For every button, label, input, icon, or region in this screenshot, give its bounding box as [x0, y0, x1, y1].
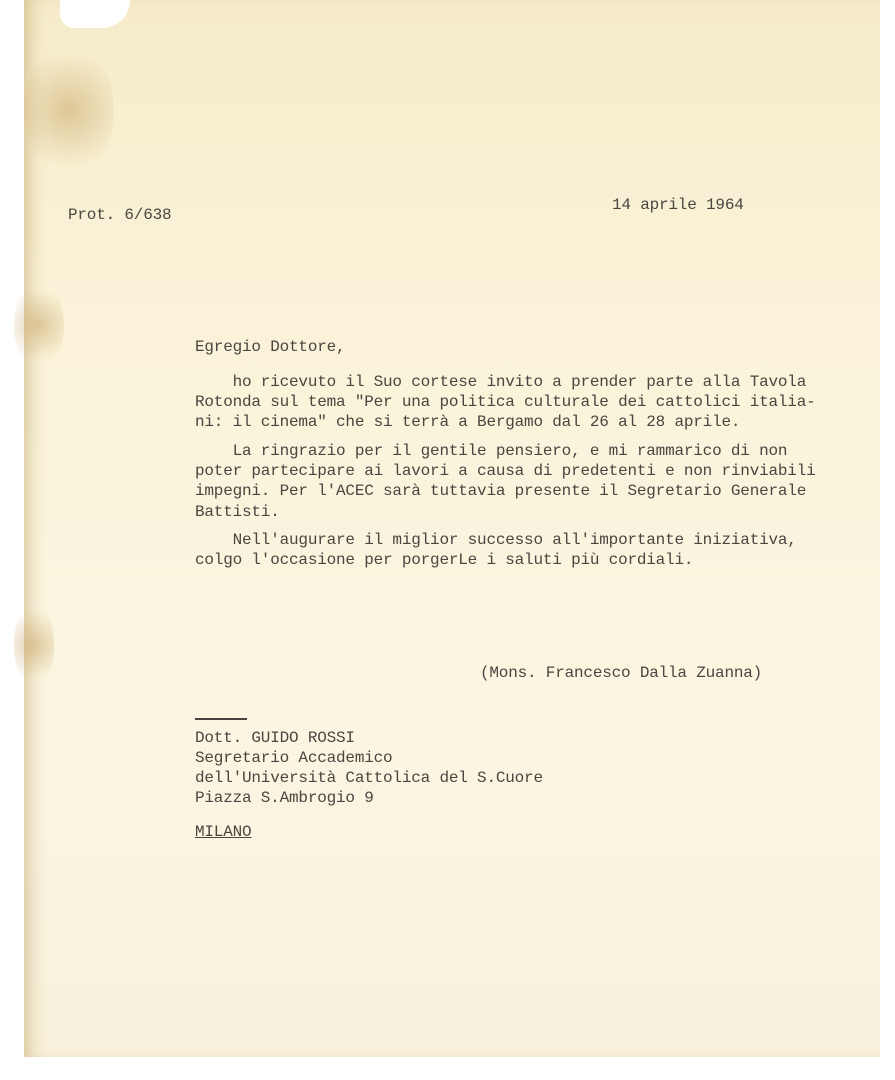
stain [14, 280, 64, 370]
signature: (Mons. Francesco Dalla Zuanna) [480, 664, 763, 682]
letter-date: 14 aprile 1964 [612, 196, 744, 214]
body-line: poter partecipare ai lavori a causa di predetenti e non rinviabili [195, 462, 816, 480]
recipient-line: Dott. GUIDO ROSSI [195, 729, 355, 747]
recipient-city: MILANO [195, 823, 252, 841]
stain [14, 600, 54, 690]
divider [195, 718, 247, 720]
body-line: Nell'augurare il miglior successo all'importante iniziativa, [195, 531, 797, 549]
body-line: La ringrazio per il gentile pensiero, e mi rammarico di non [195, 442, 788, 460]
recipient-line: dell'Università Cattolica del S.Cuore [195, 769, 543, 787]
letter-paper [24, 0, 880, 1057]
body-line: ho ricevuto il Suo cortese invito a prender parte alla Tavola [195, 373, 807, 391]
salutation: Egregio Dottore, [195, 338, 346, 356]
recipient-line: Segretario Accademico [195, 749, 393, 767]
recipient-line: Piazza S.Ambrogio 9 [195, 789, 374, 807]
body-line: ni: il cinema" che si terrà a Bergamo dal 26 al 28 aprile. [195, 413, 741, 431]
body-line: Battisti. [195, 503, 280, 521]
protocol-number: Prot. 6/638 [68, 206, 172, 224]
body-line: colgo l'occasione per porgerLe i saluti più cordiali. [195, 551, 694, 569]
body-line: impegni. Per l'ACEC sarà tuttavia presente il Segretario Generale [195, 482, 807, 500]
body-line: Rotonda sul tema "Per una politica culturale dei cattolici italia- [195, 393, 816, 411]
stain [24, 40, 114, 180]
